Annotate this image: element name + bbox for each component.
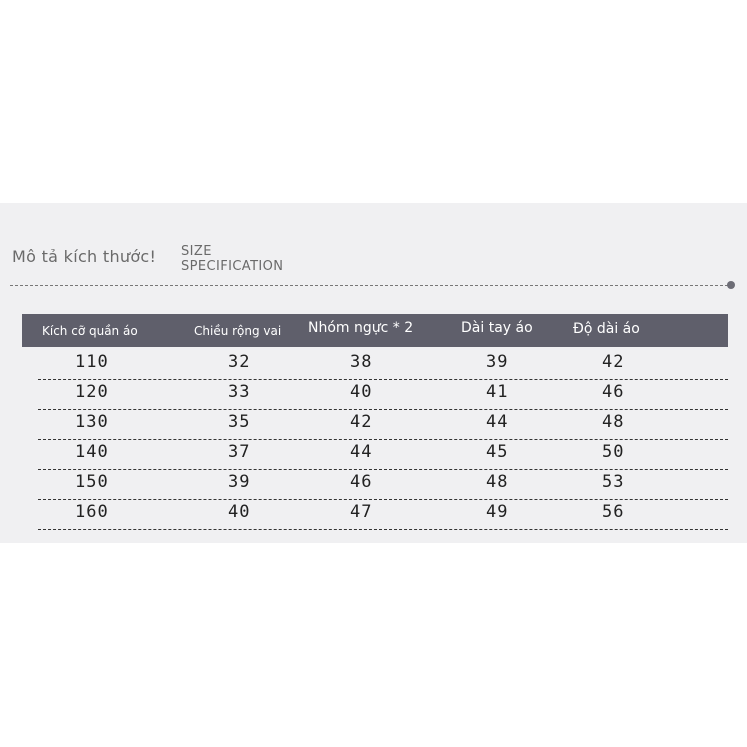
cell-sleeve: 39 [486,352,509,372]
cell-length: 50 [602,442,625,462]
title-divider [10,285,728,286]
cell-chest: 44 [350,442,373,462]
cell-chest: 38 [350,352,373,372]
cell-sleeve: 48 [486,472,509,492]
column-header-chest: Nhóm ngực * 2 [308,320,414,336]
table-row [38,410,728,440]
cell-shoulder: 37 [228,442,251,462]
cell-sleeve: 44 [486,412,509,432]
divider-dot [727,281,735,289]
table-row [38,350,728,380]
cell-size: 130 [75,412,109,432]
cell-size: 110 [75,352,109,372]
size-chart-title: Mô tả kích thước! [12,247,157,266]
cell-sleeve: 49 [486,502,509,522]
cell-sleeve: 45 [486,442,509,462]
subtitle-line-1: SIZE [181,244,212,259]
cell-length: 56 [602,502,625,522]
cell-shoulder: 35 [228,412,251,432]
table-row [38,470,728,500]
cell-shoulder: 32 [228,352,251,372]
cell-size: 140 [75,442,109,462]
column-header-sleeve: Dài tay áo [461,320,533,336]
cell-chest: 46 [350,472,373,492]
column-header-size: Kích cỡ quần áo [42,324,138,338]
column-header-length: Độ dài áo [573,321,640,337]
table-row [38,440,728,470]
cell-chest: 40 [350,382,373,402]
column-header-shoulder: Chiều rộng vai [194,324,282,338]
size-chart-subtitle [181,244,283,274]
table-row [38,500,728,530]
cell-chest: 47 [350,502,373,522]
row-divider [38,529,728,530]
cell-size: 150 [75,472,109,492]
subtitle-line-2: SPECIFICATION [181,259,284,274]
cell-shoulder: 39 [228,472,251,492]
cell-length: 46 [602,382,625,402]
cell-shoulder: 33 [228,382,251,402]
cell-length: 48 [602,412,625,432]
cell-shoulder: 40 [228,502,251,522]
cell-length: 53 [602,472,625,492]
cell-sleeve: 41 [486,382,509,402]
cell-chest: 42 [350,412,373,432]
cell-size: 160 [75,502,109,522]
cell-length: 42 [602,352,625,372]
table-row [38,380,728,410]
cell-size: 120 [75,382,109,402]
